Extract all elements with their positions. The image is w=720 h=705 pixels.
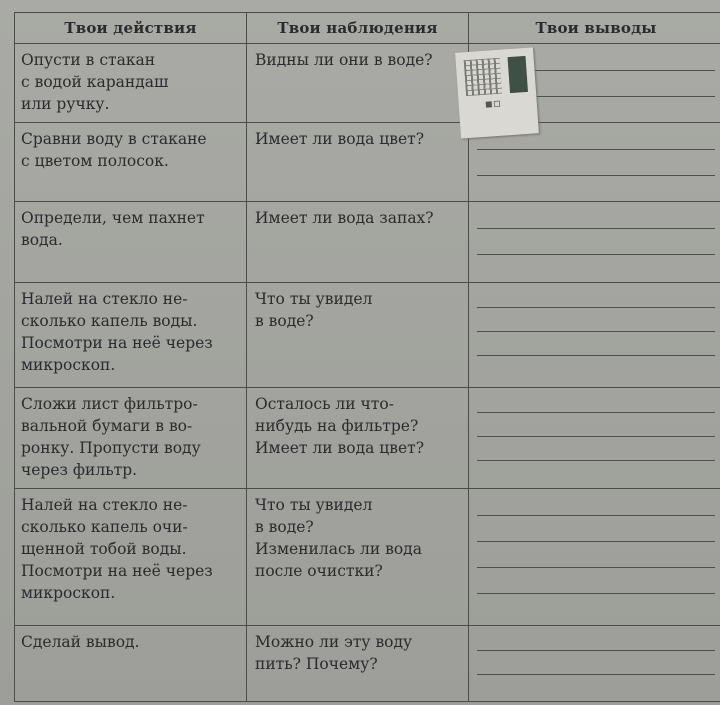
conclusion-cell[interactable] bbox=[469, 202, 720, 283]
action-cell: Сделай вывод. bbox=[15, 626, 247, 702]
action-cell: Сложи лист фильтро- вальной бумаги в во- ронку. Пропусти воду через фильтр. bbox=[15, 388, 247, 489]
action-cell: Определи, чем пахнет вода. bbox=[15, 202, 247, 283]
header-conclusions: Твои выводы bbox=[469, 13, 720, 44]
table-row bbox=[15, 283, 720, 388]
conclusion-cell[interactable] bbox=[469, 626, 720, 702]
conclusion-cell[interactable] bbox=[469, 388, 720, 489]
observation-cell: Что ты увидел в воде? bbox=[247, 283, 469, 388]
header-observations: Твои наблюдения bbox=[247, 13, 469, 44]
action-cell: Сравни воду в стакане с цветом полосок. bbox=[15, 123, 247, 202]
observation-cell: Осталось ли что- нибудь на фильтре? Имеет ли вода цвет? bbox=[247, 388, 469, 489]
action-cell: Налей на стекло не- сколько капель воды. Посмотри на неё через микроскоп. bbox=[15, 283, 247, 388]
conclusion-cell[interactable] bbox=[469, 489, 720, 626]
header-row bbox=[15, 13, 720, 44]
table-row bbox=[15, 388, 720, 489]
table-row bbox=[15, 123, 720, 202]
sticker-image bbox=[455, 47, 539, 138]
sticker-grid-pattern bbox=[464, 58, 502, 96]
observation-cell: Что ты увидел в воде? Изменилась ли вода после очистки? bbox=[247, 489, 469, 626]
table-row bbox=[15, 44, 720, 123]
header-actions: Твои действия bbox=[15, 13, 247, 44]
observation-cell: Имеет ли вода запах? bbox=[247, 202, 469, 283]
table-row bbox=[15, 626, 720, 702]
sticker-dark-strip bbox=[508, 56, 528, 93]
action-cell: Налей на стекло не- сколько капель очи- щенной тобой воды. Посмотри на неё через микроскоп. bbox=[15, 489, 247, 626]
observation-cell: Можно ли эту воду пить? Почему? bbox=[247, 626, 469, 702]
observation-cell: Видны ли они в воде? bbox=[247, 44, 469, 123]
table-row bbox=[15, 202, 720, 283]
conclusion-cell[interactable] bbox=[469, 283, 720, 388]
observation-cell: Имеет ли вода цвет? bbox=[247, 123, 469, 202]
table-row bbox=[15, 489, 720, 626]
sticker-mark-icon: ▪▫ bbox=[484, 95, 502, 111]
action-cell: Опусти в стакан с водой карандаш или ручку. bbox=[15, 44, 247, 123]
observation-table bbox=[14, 12, 720, 702]
